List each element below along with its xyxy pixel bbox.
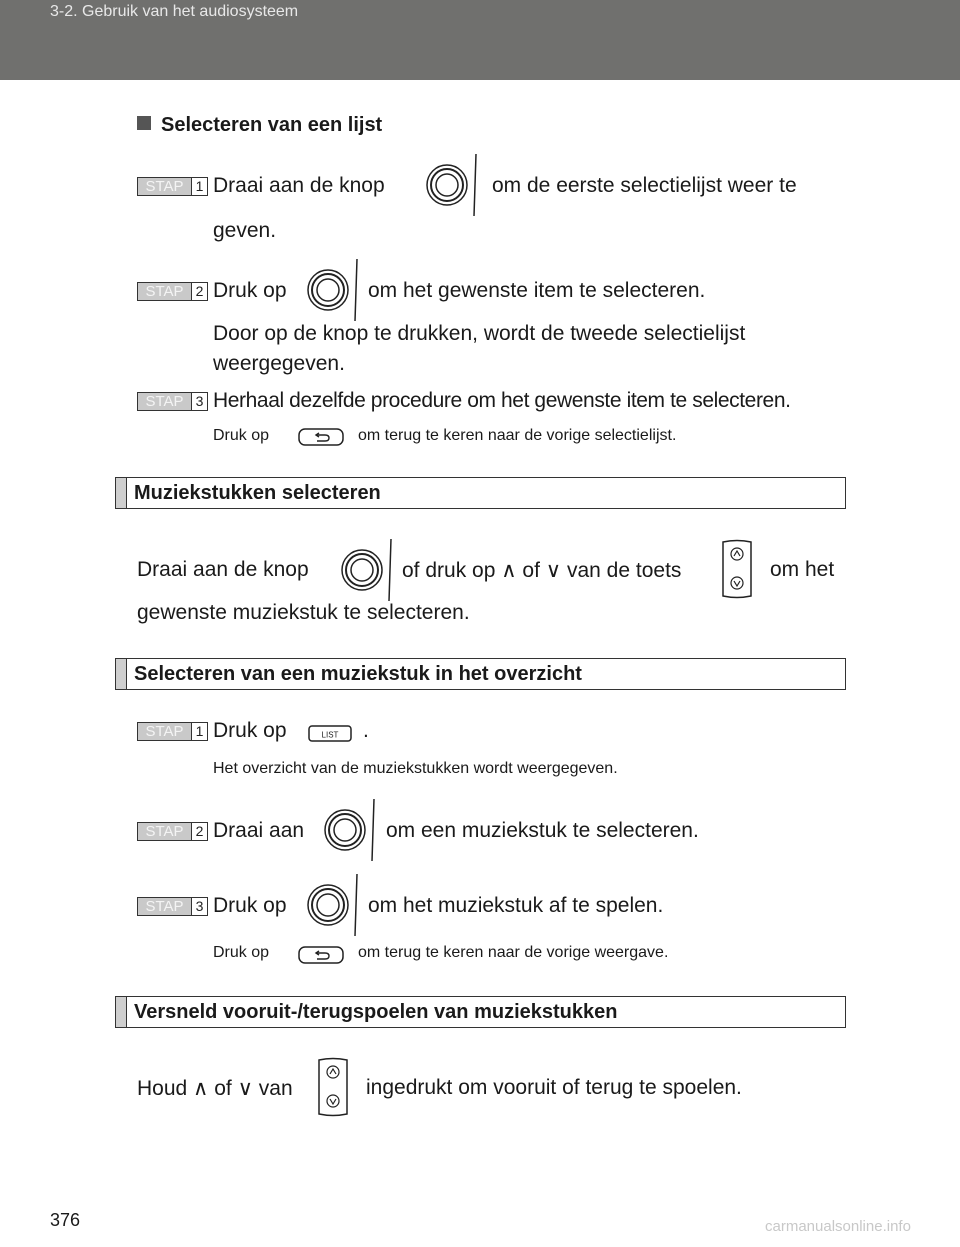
seek-up-down-switch-icon (718, 539, 756, 599)
step-badge (137, 392, 208, 411)
step-text: Herhaal dezelfde procedure om het gewenste item te selecteren. (213, 389, 791, 412)
subsection-heading-text: Selecteren van een lijst (161, 114, 383, 136)
section-title: Selecteren van een muziekstuk in het overzicht (134, 663, 582, 685)
step-number: 3 (191, 898, 207, 915)
step-number: 3 (191, 393, 207, 410)
body-text: of druk op ∧ of ∨ van de toets (402, 559, 682, 582)
step-text: . (363, 719, 369, 742)
step-badge (137, 177, 208, 196)
step-text: Draai aan (213, 819, 305, 842)
step-text: om een muziekstuk te selecteren. (386, 819, 699, 842)
section-title-bar (115, 477, 846, 509)
watermark: carmanualsonline.info (765, 1218, 911, 1235)
return-button-icon (298, 428, 344, 446)
body-text: ingedrukt om vooruit of terug te spoelen. (366, 1076, 742, 1099)
step-label: STAP (145, 178, 184, 195)
step-text: om het muziekstuk af te spelen. (368, 894, 664, 917)
step-label: STAP (145, 393, 184, 410)
tune-knob-icon (306, 872, 360, 938)
subsection-heading (137, 114, 382, 137)
step-badge (137, 897, 208, 916)
step-label: STAP (145, 823, 184, 840)
step-label: STAP (145, 283, 184, 300)
note-text: om terug te keren naar de vorige selectielijst. (358, 427, 677, 444)
step-label: STAP (145, 723, 184, 740)
step-number: 1 (191, 178, 207, 195)
list-button-icon (308, 725, 352, 742)
step-label: STAP (145, 898, 184, 915)
step-text: weergegeven. (213, 352, 345, 375)
body-text: om het (770, 558, 835, 581)
section-title-bar (115, 996, 846, 1028)
return-button-icon (298, 946, 344, 964)
step-text: om het gewenste item te selecteren. (368, 279, 706, 302)
step-text: om de eerste selectielijst weer te (492, 174, 797, 197)
step-text: Draai aan de knop (213, 174, 385, 197)
step-text: Druk op (213, 279, 287, 302)
step-text: Druk op (213, 719, 287, 742)
note-text: Druk op (213, 427, 270, 444)
page-header (0, 0, 960, 80)
note-text: Het overzicht van de muziekstukken wordt weergegeven. (213, 760, 618, 777)
body-text: gewenste muziekstuk te selecteren. (137, 601, 470, 624)
tune-knob-icon (323, 797, 377, 863)
section-title-bar (115, 658, 846, 690)
step-number: 2 (191, 283, 207, 300)
square-bullet-icon (137, 116, 151, 130)
step-number: 1 (191, 723, 207, 740)
section-title: Muziekstukken selecteren (134, 482, 381, 504)
section-title: Versneld vooruit-/terugspoelen van muziekstukken (134, 1001, 618, 1023)
step-text: Druk op (213, 894, 287, 917)
tune-knob-icon (425, 152, 479, 218)
breadcrumb: 3-2. Gebruik van het audiosysteem (50, 3, 299, 20)
body-text: Houd ∧ of ∨ van (137, 1077, 293, 1100)
body-text: Draai aan de knop (137, 558, 309, 581)
tune-knob-icon (340, 537, 394, 603)
seek-up-down-switch-icon (314, 1057, 352, 1117)
note-text: om terug te keren naar de vorige weergave. (358, 944, 669, 961)
step-badge (137, 822, 208, 841)
step-badge (137, 282, 208, 301)
tune-knob-icon (306, 257, 360, 323)
step-badge (137, 722, 208, 741)
step-text: Door op de knop te drukken, wordt de tweede selectielijst (213, 322, 746, 345)
step-number: 2 (191, 823, 207, 840)
page-number: 376 (50, 1210, 81, 1230)
note-text: Druk op (213, 944, 270, 961)
step-text: geven. (213, 219, 277, 242)
